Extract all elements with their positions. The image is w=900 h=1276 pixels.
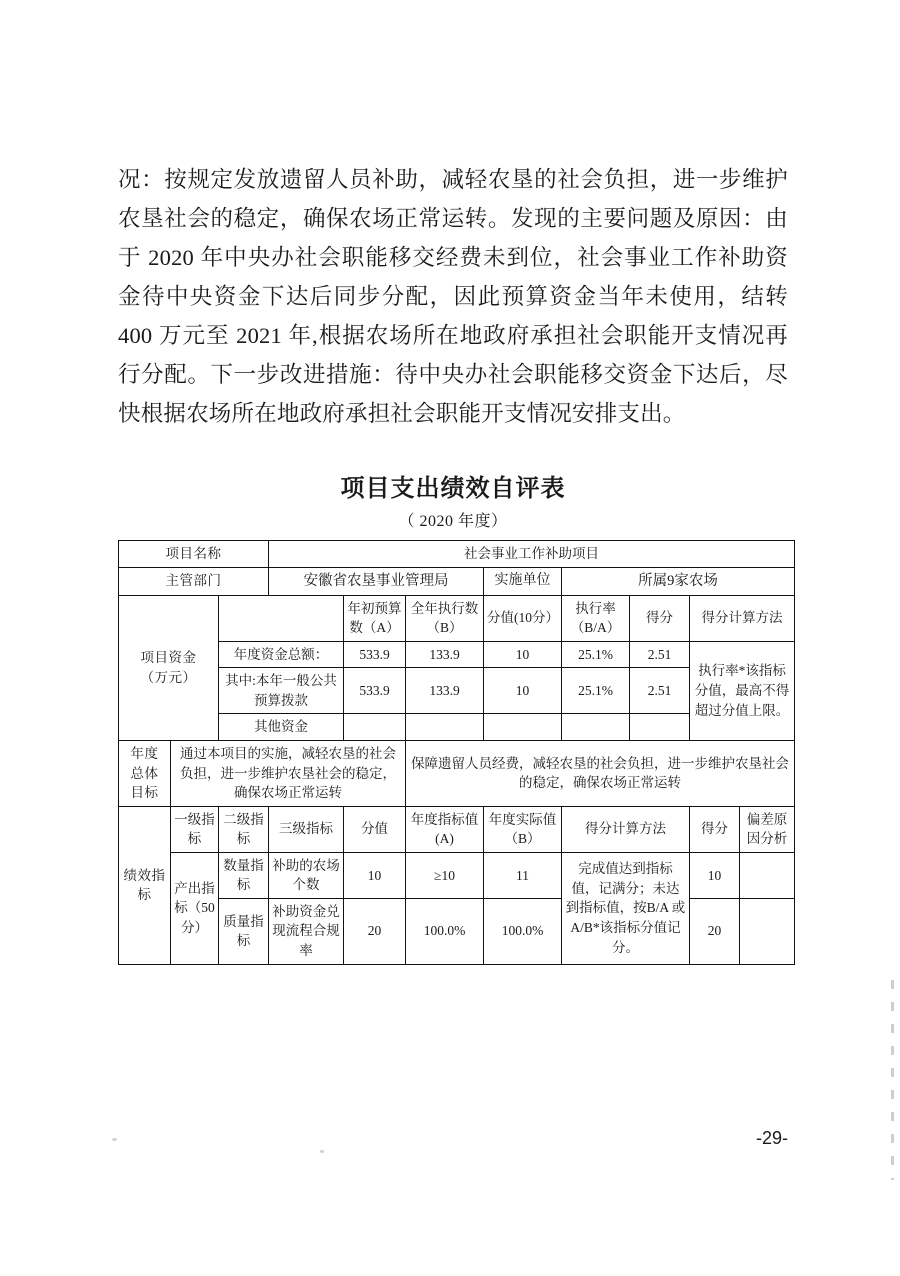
funds-row-score-value: 10 (484, 641, 562, 668)
perf-row-deviation (740, 898, 795, 964)
perf-row-deviation (740, 852, 795, 898)
perf-row-level3: 补助的农场个数 (269, 852, 344, 898)
annual-goal-actual: 保障遗留人员经费，减轻农垦的社会负担，进一步维护农垦社会的稳定，确保农场正常运转 (406, 740, 795, 806)
table-row-project-name (119, 541, 795, 568)
body-paragraph: 况：按规定发放遗留人员补助，减轻农垦的社会负担，进一步维护农垦社会的稳定，确保农场正常运转。发现的主要问题及原因：由于 2020 年中央办社会职能移交经费未到位，社会事业工作补助资金待中央资金下达后同步分配，因此预算资金当年未使用，结转 400 万元至 2021 年,根据农场所在地政府承担社会职能开支情况再行分配。下一步改进措施：待中央办社会职能移交资金下达后，尽快根据农场所在地政府承担社会职能开支情况安排支出。 (118, 167, 788, 426)
performance-self-evaluation-table (118, 540, 794, 965)
perf-header-actual: 年度实际值（B） (484, 806, 562, 852)
funds-header-score: 得分 (630, 595, 690, 641)
funds-header-budget: 年初预算数（A） (344, 595, 406, 641)
funds-header-executed: 全年执行数（B） (406, 595, 484, 641)
perf-row-actual: 100.0% (484, 898, 562, 964)
funds-header-score-value: 分值(10分） (484, 595, 562, 641)
perf-row-level2: 数量指标 (219, 852, 269, 898)
perf-header-level1: 一级指标 (171, 806, 219, 852)
scan-speck (320, 1150, 324, 1153)
perf-header-target: 年度指标值(A) (406, 806, 484, 852)
funds-row-score: 2.51 (630, 668, 690, 714)
perf-header-score-value: 分值 (344, 806, 406, 852)
funds-row-executed: 133.9 (406, 641, 484, 668)
department-value: 安徽省农垦事业管理局 (269, 567, 484, 595)
funds-row-exec-rate: 25.1% (562, 641, 630, 668)
table-row-funds-total (119, 641, 795, 668)
funds-row-executed (406, 714, 484, 741)
performance-indicator-label: 绩效指标 (119, 806, 171, 964)
perf-row-score-value: 20 (344, 898, 406, 964)
page-number: -29- (755, 1128, 788, 1148)
funds-row-score-value (484, 714, 562, 741)
perf-header-deviation: 偏差原因分析 (740, 806, 795, 852)
implementing-unit-value: 所属9家农场 (562, 567, 795, 595)
project-funds-label-line2: （万元） (140, 669, 197, 685)
perf-header-level2: 二级指标 (219, 806, 269, 852)
funds-row-budget: 533.9 (344, 641, 406, 668)
perf-row-level3: 补助资金兑现流程合规率 (269, 898, 344, 964)
scan-edge-marks (891, 980, 894, 1180)
table-row-funds-header (119, 595, 795, 641)
perf-row-target: ≥10 (406, 852, 484, 898)
funds-row-score: 2.51 (630, 641, 690, 668)
perf-row-score: 10 (690, 852, 740, 898)
funds-row-exec-rate (562, 714, 630, 741)
funds-row-executed: 133.9 (406, 668, 484, 714)
project-name-value: 社会事业工作补助项目 (269, 541, 795, 568)
page-title: 项目支出绩效自评表 (340, 475, 566, 502)
funds-header-exec-rate: 执行率（B/A） (562, 595, 630, 641)
perf-level1-output: 产出指标（50分） (171, 852, 219, 964)
perf-row-actual: 11 (484, 852, 562, 898)
page-subtitle: （ 2020 年度） (398, 513, 508, 530)
implementing-unit-label: 实施单位 (484, 567, 562, 595)
table-row-perf-header (119, 806, 795, 852)
annual-goal-label-line3: 目标 (130, 785, 159, 801)
funds-header-method: 得分计算方法 (690, 595, 795, 641)
funds-row-name: 其中:本年一般公共预算拨款 (219, 668, 344, 714)
funds-method-text: 执行率*该指标分值，最高不得超过分值上限。 (690, 641, 795, 740)
perf-row-target: 100.0% (406, 898, 484, 964)
funds-row-budget: 533.9 (344, 668, 406, 714)
funds-name-header (219, 595, 344, 641)
project-name-label: 项目名称 (119, 541, 269, 568)
project-funds-label-line1: 项目资金 (140, 650, 197, 666)
table-row-perf-quality (119, 898, 795, 964)
annual-goal-label-line1: 年度 (130, 745, 159, 761)
perf-row-method: 完成值达到指标值，记满分；未达到指标值，按B/A 或 A/B*该指标分值记分。 (562, 852, 690, 964)
funds-row-score-value: 10 (484, 668, 562, 714)
perf-header-score: 得分 (690, 806, 740, 852)
funds-row-exec-rate: 25.1% (562, 668, 630, 714)
funds-row-score (630, 714, 690, 741)
perf-row-score: 20 (690, 898, 740, 964)
perf-header-method: 得分计算方法 (562, 806, 690, 852)
perf-row-score-value: 10 (344, 852, 406, 898)
funds-row-name: 年度资金总额： (219, 641, 344, 668)
project-funds-label (119, 595, 219, 740)
annual-goal-label-line2: 总体 (130, 765, 159, 781)
annual-goal-planned: 通过本项目的实施，减轻农垦的社会负担，进一步维护农垦社会的稳定，确保农场正常运转 (171, 740, 406, 806)
table-row-annual-goal (119, 740, 795, 806)
funds-row-name: 其他资金 (219, 714, 344, 741)
funds-row-budget (344, 714, 406, 741)
table-row-perf-quantity (119, 852, 795, 898)
scan-speck (112, 1138, 117, 1141)
department-label: 主管部门 (119, 567, 269, 595)
perf-header-level3: 三级指标 (269, 806, 344, 852)
table-row-department (119, 567, 795, 595)
perf-row-level2: 质量指标 (219, 898, 269, 964)
annual-goal-label (119, 740, 171, 806)
